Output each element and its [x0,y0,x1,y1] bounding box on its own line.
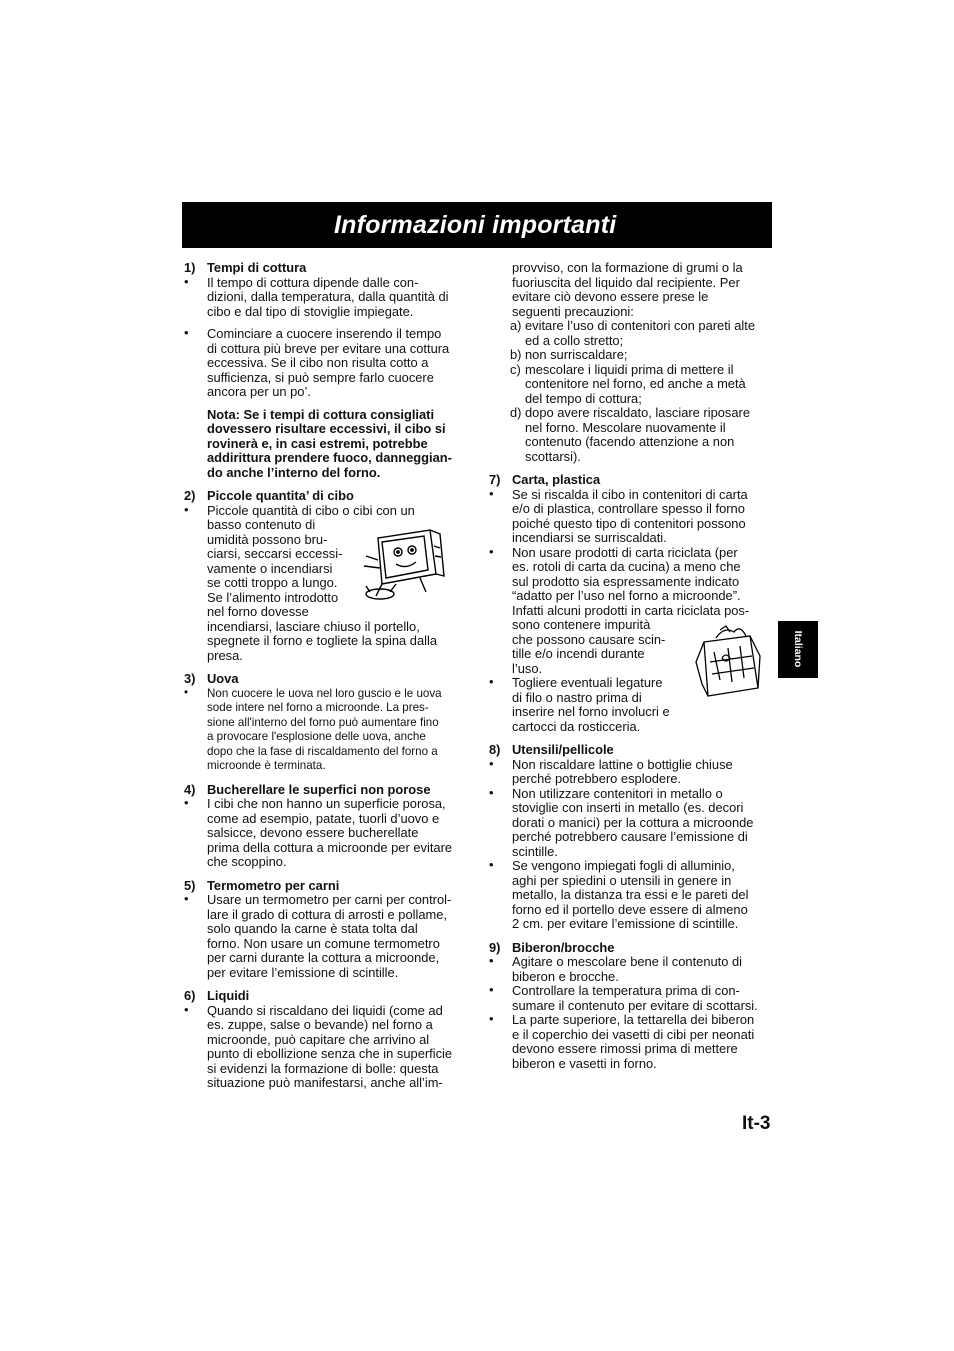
bullet: • I cibi che non hanno un superficie porosa, come ad esempio, patate, tuorli d’uovo e salsicce, devono essere bucherellate prima della cottura a microonde per evitare che scoppino. [184,795,453,869]
bullet: • Quando si riscaldano dei liquidi (come ad es. zuppe, salse o bevande) nel forno a microonde, può capitare che arrivino al punto di ebollizione senza che in superficie si evidenzi la formazione di bolle: questa situazione può manifestarsi, anche all’im- [184,1001,453,1090]
section-heading: Liquidi [207,988,250,1003]
section-biberon: 9) Biberon/brocche • Agitare o mescolare bene il contenuto di biberon e brocche. • Controllare la temperatura prima di con- sumare il contenuto per evitare di scottarsi. • La parte superiore, la tettarella dei biberon e il coperchio dei vasetti di cibi per neonati devono essere rimossi prima di mettere biberon e vasetti in forno. [489,941,779,1072]
language-label: Italiano [792,630,804,668]
section-utensili: 8) Utensili/pellicole • Non riscaldare lattine o bottiglie chiuse perché potrebbero esplodere. • Non utilizzare contenitori in metallo o stoviglie con inserti in metallo (es. decori dorati o manici) per la cottura a microonde perché potrebbero causare l’emissione di scintille. • Se vengono impiegati fogli di alluminio, aghi per spiedini o utensili in genere in metallo, la distanza tra essi e le pareti del forno ed il portello deve essere di almeno 2 cm. per evitare l’emissione di scintille. [489,743,779,932]
list-item: d) dopo avere riscaldato, lasciare riposare nel forno. Mescolare nuovamente il contenuto (facendo attenzione a non scottarsi). [510,405,750,464]
text-line: dizioni, dalla temperatura, dalla quantità di [207,289,449,304]
text-line: ancora per un po’. [207,384,311,399]
section-termometro: 5) Termometro per carni • Usare un termometro per carni per control- lare il grado di cottura di arrosti e pollame, solo quando la carne è stata tolta dal forno. Non usare un comune termometro per carni durante la cottura a microonde, per evitare l’emissione di scintille. [184,879,474,981]
text-line: sufficienza, si può sempre farlo cuocere [207,369,434,385]
bullet: • Non usare prodotti di carta riciclata (per es. rotoli di carta da cucina) a meno che sul prodotto sia espressamente indicato “adatto per l’uso nel forno a microonde”. Infatti alcuni prodotti in carta riciclata pos- sono contenere impurità che possono causare scin- tille e/o incendi durante l’uso. [489,543,750,676]
text-line: Cominciare a cuocere inserendo il tempo [207,326,442,341]
text-line: di cottura più breve per evitare una cottura [207,340,450,356]
section-tempi-di-cottura [184,261,474,480]
left-column [184,261,474,1100]
bullet: • Se si riscalda il cibo in contenitori di carta e/o di plastica, controllare spesso il forno poiché questo tipo di contenitori possono incendiarsi se surriscaldati. [489,485,748,545]
paper-bag-icon [690,622,766,700]
section-bucherellare: 4) Bucherellare le superfici non porose • I cibi che non hanno un superficie porosa, come ad esempio, patate, tuorli d’uovo e salsicce, devono essere bucherellate prima della cottura a microonde per evitare che scoppino. [184,783,474,870]
section-heading: Piccole quantita’ di cibo [207,488,354,503]
section-carta-plastica: 7) Carta, plastica • Se si riscalda il cibo in contenitori di carta e/o di plastica, controllare spesso il forno poiché questo tipo di contenitori possono incendiarsi se surriscaldati. • Non usare prodotti di carta riciclata (per es. rotoli di carta da cucina) a meno che sul prodotto sia espressamente indicato “adatto per l’uso nel forno a microonde”. Infatti alcuni prodotti in carta riciclata pos- sono contenere impurità che possono causare scin- tille e/o incendi durante l’uso. • Togliere eventuali legature di filo o nastro prima di inserire nel forno involucri e cartocci da rosticceria. [489,473,779,734]
section-piccole-quantita: 2) Piccole quantita’ di cibo • Piccole quantità di cibo o cibi con un basso contenuto di umidità possono bru- ciarsi, seccarsi eccessi- vamente o incendiarsi se cotti troppo a lungo. Se l’alimento introdotto nel forno dovesse incendiarsi, lasciare chiuso il portello, spegnete il forno e togliete la spina dalla presa. [184,489,474,663]
section-number: 1) [184,260,196,275]
bullet: • Non cuocere le uova nel loro guscio e le uova sode intere nel forno a microonde. La pres- sione all'interno del forno può aumentare fino a provocare l'esplosione delle uova, anche dopo che la fase di riscaldamento del forno a microonde è terminata. [184,685,442,772]
bullet: • Togliere eventuali legature di filo o nastro prima di inserire nel forno involucri e cartocci da rosticceria. [489,674,670,734]
section-heading: Tempi di cottura [207,260,307,275]
title-bar [182,202,772,248]
section-uova: 3) Uova • Non cuocere le uova nel loro guscio e le uova sode intere nel forno a microonde. La pres- sione all'interno del forno può aumentare fino a provocare l'esplosione delle uova, anche dopo che la fase di riscaldamento del forno a microonde è terminata. [184,672,474,774]
text-line: cibo e dal tipo di stoviglie impiegate. [207,303,414,319]
section-liquidi: 6) Liquidi • Quando si riscaldano dei liquidi (come ad es. zuppe, salse o bevande) nel forno a microonde, può capitare che arrivino al punto di ebollizione senza che in superficie si evidenzi la formazione di bolle: questa situazione può manifestarsi, anche all’im- [184,989,474,1091]
section-heading: Bucherellare le superfici non porose [207,781,431,797]
section-heading: Utensili/pellicole [512,742,614,757]
list-item: c) mescolare i liquidi prima di mettere il contenitore nel forno, ed anche a metà del tempo di cottura; [510,361,746,406]
section-heading: Uova [207,671,239,686]
bullet: • Agitare o mescolare bene il contenuto di biberon e brocche. [489,953,743,984]
section-liquidi-continued: provviso, con la formazione di grumi o la fuoriuscita del liquido dal recipiente. Per evitare ciò devono essere prese le seguenti precauzioni: a) evitare l’uso di contenitori con pareti alte ed a collo stretto; b) non surriscaldare; c) mescolare i liquidi prima di mettere il contenitore nel forno, ed anche a metà del tempo di cottura; d) dopo avere riscaldato, lasciare riposare nel forno. Mescolare nuovamente il contenuto (facendo attenzione a non scottarsi). [489,261,779,464]
bullet: • La parte superiore, la tettarella dei biberon e il coperchio dei vasetti di cibi per neonati devono essere rimossi prima di mettere biberon e vasetti in forno. [489,1011,755,1071]
bullet: • Piccole quantità di cibo o cibi con un basso contenuto di umidità possono bru- ciarsi, seccarsi eccessi- vamente o incendiarsi se cotti troppo a lungo. Se l’alimento introdotto nel forno dovesse incendiarsi, lasciare chiuso il portello, spegnete il forno e togliete la spina dalla presa. [184,501,438,663]
bullet: • Controllare la temperatura prima di con- sumare il contenuto per evitare di scottarsi. [489,982,758,1013]
note: Nota: Se i tempi di cottura consigliati dovessero risultare eccessivi, il cibo si rovinerà e, in casi estremi, potrebbe addirittura prendere fuoco, danneggian- do anche l’interno del forno. [207,406,452,480]
list-item: a) evitare l’uso di contenitori con pareti alte ed a collo stretto; [510,318,756,348]
text-line: Il tempo di cottura dipende dalle con- [207,274,419,290]
bullet: • Cominciare a cuocere inserendo il tempo di cottura più breve per evitare una cottura eccessiva. Se il cibo non risulta cotto a sufficienza, si può sempre farlo cuocere ancora per un po’. [184,327,474,400]
microwave-cartoon-icon [360,526,448,606]
bullet: • Se vengono impiegati fogli di alluminio, aghi per spiedini o utensili in genere in metallo, la distanza tra essi e le pareti del forno ed il portello deve essere di almeno 2 cm. per evitare l’emissione di scintille. [489,857,749,931]
language-tab [778,621,818,678]
page-number: It-3 [742,1113,771,1134]
bullet: • Non riscaldare lattine o bottiglie chiuse perché potrebbero esplodere. [489,755,733,786]
page-title: Informazioni importanti [334,211,617,239]
text-line: eccessiva. Se il cibo non risulta cotto a [207,355,429,370]
bullet: • Usare un termometro per carni per control- lare il grado di cottura di arrosti e pollame, solo quando la carne è stata tolta dal forno. Non usare un comune termometro per carni durante la cottura a microonde, per evitare l’emissione di scintille. [184,891,452,980]
section-heading: Biberon/brocche [512,939,615,955]
bullet: • Il tempo di cottura dipende dalle con- dizioni, dalla temperatura, dalla quantità di cibo e dal tipo di stoviglie impiegate. [184,276,474,320]
bullet: • Non utilizzare contenitori in metallo o stoviglie con inserti in metallo (es. decori dorati o manici) per la cottura a microonde perché potrebbero causare l’emissione di scintille. [489,784,754,859]
section-heading: Termometro per carni [207,877,340,893]
section-heading: Carta, plastica [512,472,601,487]
list-item: b) non surriscaldare; [510,347,628,362]
